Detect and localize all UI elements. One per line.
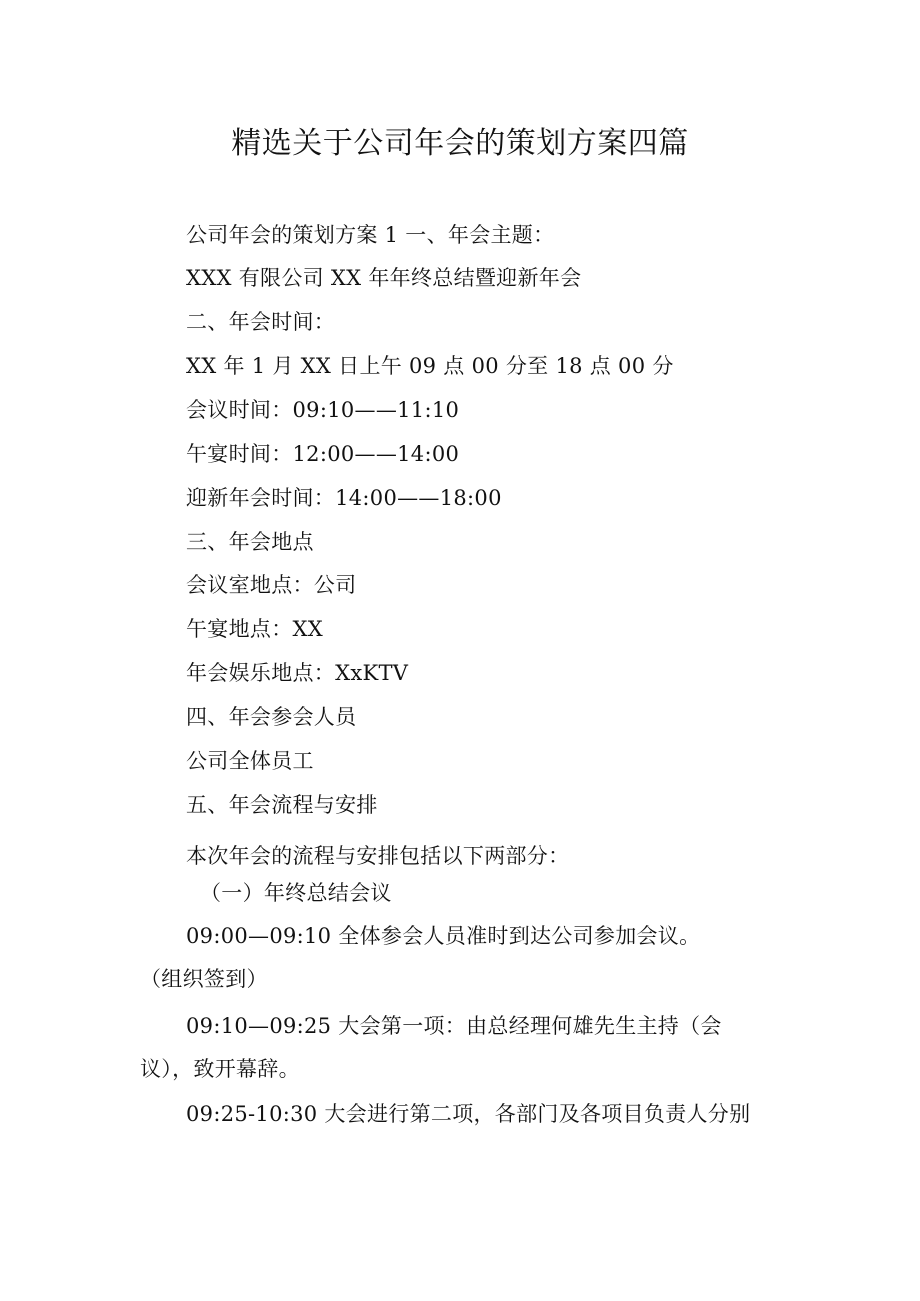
text-line: 公司年会的策划方案 1 一、年会主题：	[186, 223, 555, 247]
text-line: 午宴时间：12:00——14:00	[186, 442, 460, 466]
text-line: 09:10—09:25 大会第一项：由总经理何雄先生主持（会	[186, 1014, 722, 1038]
text-line: 09:25-10:30 大会进行第二项，各部门及各项目负责人分别	[186, 1102, 751, 1126]
text-line: 二、年会时间：	[186, 310, 336, 334]
text-line: 09:00—09:10 全体参会人员准时到达公司参加会议。	[186, 924, 701, 948]
text-line: 年会娱乐地点：XxKTV	[186, 661, 409, 685]
text-line: 公司全体员工	[186, 749, 314, 773]
text-line: 五、年会流程与安排	[186, 793, 378, 817]
text-line: 三、年会地点	[186, 530, 314, 554]
text-line: 四、年会参会人员	[186, 705, 357, 729]
text-line: 迎新年会时间：14:00——18:00	[186, 486, 502, 510]
text-line: 议），致开幕辞。	[140, 1057, 300, 1081]
text-line: XX 年 1 月 XX 日上午 09 点 00 分至 18 点 00 分	[186, 354, 674, 378]
text-line: 会议时间：09:10——11:10	[186, 398, 460, 422]
text-line: （一）年终总结会议	[200, 881, 392, 905]
text-line: 会议室地点：公司	[186, 573, 357, 597]
text-line: 本次年会的流程与安排包括以下两部分：	[186, 844, 570, 868]
text-line: XXX 有限公司 XX 年年终总结暨迎新年会	[186, 266, 582, 290]
document-title: 精选关于公司年会的策划方案四篇	[231, 126, 689, 161]
text-line: （组织签到）	[140, 967, 268, 991]
text-line: 午宴地点：XX	[186, 617, 323, 641]
